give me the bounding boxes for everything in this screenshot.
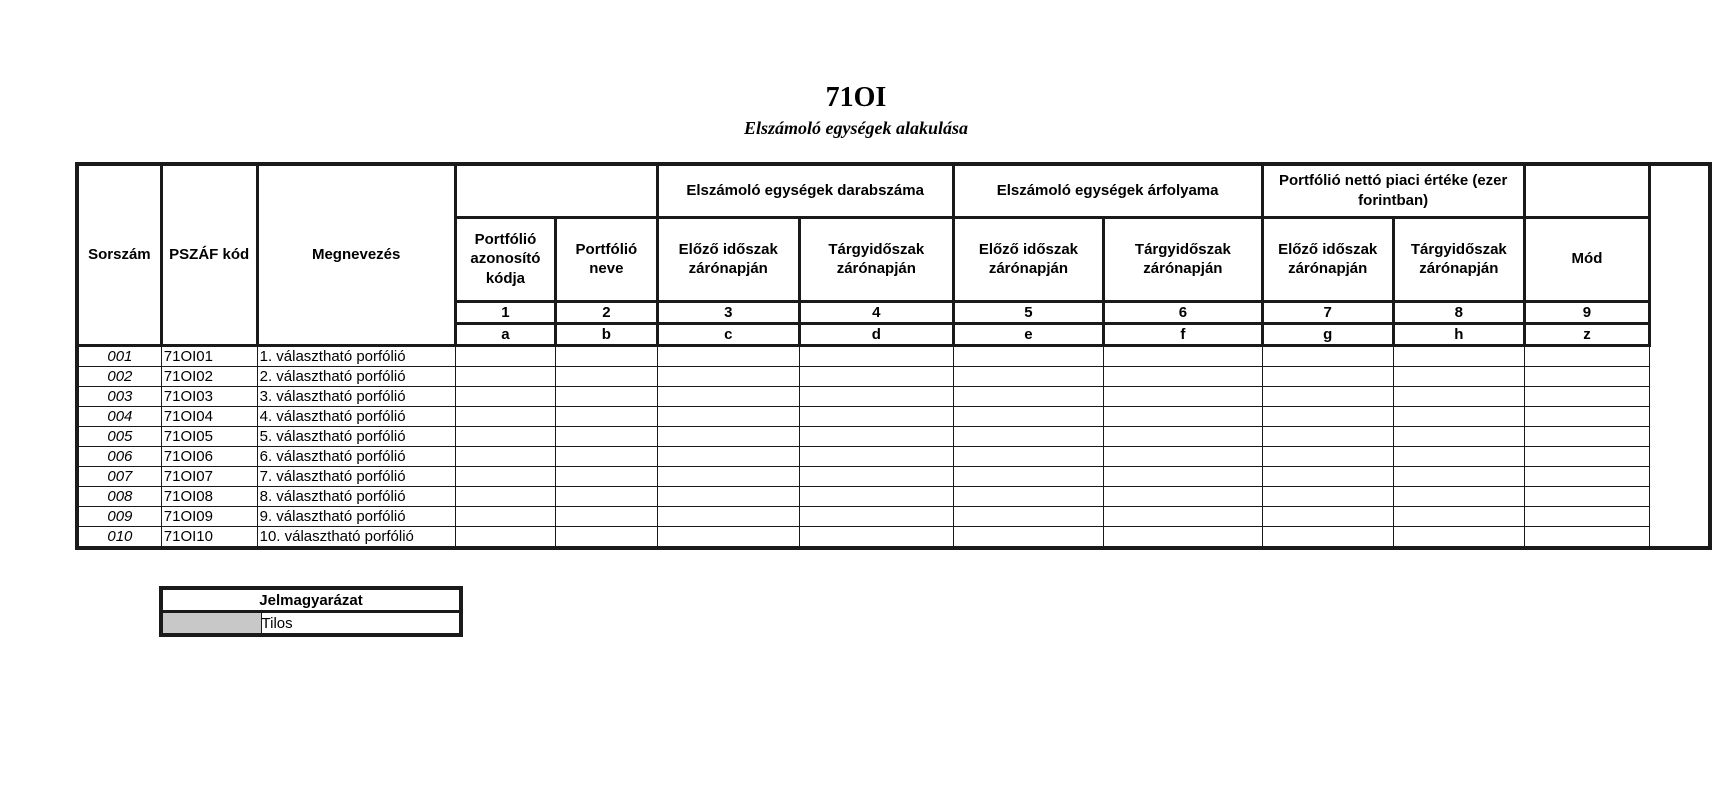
column-header: Portfólió neve [556,217,658,301]
data-cell[interactable] [556,345,658,366]
data-cell[interactable] [1262,466,1393,486]
table-row [77,406,1710,426]
data-table [75,162,1712,550]
row-sorszam: 005 [77,426,161,446]
column-number: 5 [953,301,1104,323]
legend [159,586,463,637]
column-letter: c [657,323,799,345]
data-cell[interactable] [657,366,799,386]
data-cell[interactable] [657,466,799,486]
column-header: Előző időszak zárónapján [953,217,1104,301]
data-cell[interactable] [1262,386,1393,406]
data-cell[interactable] [1262,486,1393,506]
header-group-empty [455,164,657,217]
header-group-netto: Portfólió nettó piaci értéke (ezer forintban) [1262,164,1524,217]
row-sorszam: 008 [77,486,161,506]
data-cell[interactable] [1393,506,1524,526]
data-cell[interactable] [455,506,555,526]
data-cell[interactable] [1262,366,1393,386]
page-title: 71OI [825,82,887,113]
data-cell[interactable] [657,426,799,446]
data-cell[interactable] [799,366,953,386]
row-sorszam: 001 [77,345,161,366]
column-header: Előző időszak zárónapján [657,217,799,301]
data-cell[interactable] [799,486,953,506]
row-sorszam: 006 [77,446,161,466]
column-letter: b [556,323,658,345]
legend-title: Jelmagyarázat [161,588,461,612]
data-cell[interactable] [1262,406,1393,426]
data-cell[interactable] [1262,426,1393,446]
row-pszaf-code: 71OI09 [161,506,257,526]
table-row [77,466,1710,486]
row-pszaf-code: 71OI08 [161,486,257,506]
column-letter: e [953,323,1104,345]
row-pszaf-code: 71OI01 [161,345,257,366]
data-cell[interactable] [1393,386,1524,406]
column-header: Előző időszak zárónapján [1262,217,1393,301]
column-header: Tárgyidőszak zárónapján [799,217,953,301]
data-cell[interactable] [1104,366,1262,386]
column-header: Mód [1524,217,1649,301]
column-header: Portfólió azonosító kódja [455,217,555,301]
data-cell[interactable] [1524,406,1649,426]
table-row [77,486,1710,506]
data-cell[interactable] [1104,386,1262,406]
data-cell[interactable] [455,366,555,386]
data-cell[interactable] [1104,486,1262,506]
data-cell[interactable] [657,446,799,466]
column-header: Tárgyidőszak zárónapján [1104,217,1262,301]
data-cell[interactable] [1104,526,1262,548]
row-pszaf-code: 71OI02 [161,366,257,386]
row-pszaf-code: 71OI03 [161,386,257,406]
data-cell[interactable] [953,386,1104,406]
data-cell[interactable] [1393,345,1524,366]
header-pszaf-kod: PSZÁF kód [161,164,257,345]
header-group-arfolyam: Elszámoló egységek árfolyama [953,164,1262,217]
data-cell[interactable] [1393,446,1524,466]
data-cell[interactable] [1104,406,1262,426]
column-number: 7 [1262,301,1393,323]
data-cell[interactable] [799,526,953,548]
row-pszaf-code: 71OI07 [161,466,257,486]
data-cell[interactable] [1262,526,1393,548]
data-cell[interactable] [1524,486,1649,506]
data-cell[interactable] [1393,526,1524,548]
column-letter: z [1524,323,1649,345]
row-megnevezes: 1. választható porfólió [257,345,455,366]
column-letter: d [799,323,953,345]
data-cell[interactable] [1393,486,1524,506]
data-cell[interactable] [657,406,799,426]
data-cell[interactable] [1524,506,1649,526]
data-cell[interactable] [455,446,555,466]
data-cell[interactable] [1393,366,1524,386]
row-megnevezes: 8. választható porfólió [257,486,455,506]
data-cell[interactable] [556,386,658,406]
page-subtitle: Elszámoló egységek alakulása [744,118,968,138]
column-letter: f [1104,323,1262,345]
data-cell[interactable] [799,466,953,486]
data-cell[interactable] [455,426,555,446]
column-number: 8 [1393,301,1524,323]
data-cell[interactable] [1262,345,1393,366]
row-megnevezes: 5. választható porfólió [257,426,455,446]
column-letter: g [1262,323,1393,345]
data-cell[interactable] [1524,466,1649,486]
data-cell[interactable] [657,526,799,548]
row-pszaf-code: 71OI06 [161,446,257,466]
data-cell[interactable] [953,446,1104,466]
data-cell[interactable] [1524,345,1649,366]
data-cell[interactable] [1393,406,1524,426]
data-cell[interactable] [657,386,799,406]
table-row [77,345,1710,366]
row-megnevezes: 6. választható porfólió [257,446,455,466]
table-body [77,345,1710,548]
data-cell[interactable] [556,526,658,548]
column-number: 1 [455,301,555,323]
table-row [77,526,1710,548]
column-number: 4 [799,301,953,323]
column-letter: h [1393,323,1524,345]
data-cell[interactable] [953,526,1104,548]
table-row [77,386,1710,406]
legend-label: Tilos [261,614,293,632]
column-number: 3 [657,301,799,323]
data-cell[interactable] [455,486,555,506]
row-pszaf-code: 71OI05 [161,426,257,446]
data-cell[interactable] [953,466,1104,486]
data-cell[interactable] [1524,386,1649,406]
data-cell[interactable] [455,466,555,486]
column-number: 6 [1104,301,1262,323]
data-cell[interactable] [799,506,953,526]
data-cell[interactable] [953,426,1104,446]
data-cell[interactable] [953,345,1104,366]
data-cell[interactable] [1104,345,1262,366]
row-sorszam: 007 [77,466,161,486]
header-group-empty-mod [1524,164,1649,217]
column-number: 2 [556,301,658,323]
data-cell[interactable] [556,366,658,386]
row-sorszam: 003 [77,386,161,406]
data-cell[interactable] [953,366,1104,386]
header-sorszam: Sorszám [77,164,161,345]
data-cell[interactable] [657,345,799,366]
table-row [77,426,1710,446]
data-cell[interactable] [953,406,1104,426]
header-megnevezes: Megnevezés [257,164,455,345]
row-megnevezes: 3. választható porfólió [257,386,455,406]
data-cell[interactable] [1104,446,1262,466]
data-cell[interactable] [1393,466,1524,486]
data-cell[interactable] [657,486,799,506]
data-cell[interactable] [953,506,1104,526]
data-cell[interactable] [1104,466,1262,486]
row-megnevezes: 10. választható porfólió [257,526,455,548]
column-letter: a [455,323,555,345]
legend-swatch [161,612,261,636]
data-cell[interactable] [556,466,658,486]
table-row [77,506,1710,526]
data-cell[interactable] [455,345,555,366]
row-megnevezes: 2. választható porfólió [257,366,455,386]
header-group-darabszam: Elszámoló egységek darabszáma [657,164,953,217]
data-cell[interactable] [455,386,555,406]
data-cell[interactable] [1262,446,1393,466]
column-header: Tárgyidőszak zárónapján [1393,217,1524,301]
data-cell[interactable] [455,526,555,548]
data-cell[interactable] [1524,446,1649,466]
row-megnevezes: 4. választható porfólió [257,406,455,426]
data-cell[interactable] [556,506,658,526]
data-cell[interactable] [1262,506,1393,526]
data-cell[interactable] [799,446,953,466]
table-row [77,366,1710,386]
data-cell[interactable] [1104,506,1262,526]
data-cell[interactable] [799,426,953,446]
table-row [77,446,1710,466]
data-cell[interactable] [953,486,1104,506]
data-cell[interactable] [1393,426,1524,446]
row-megnevezes: 7. választható porfólió [257,466,455,486]
row-pszaf-code: 71OI04 [161,406,257,426]
row-sorszam: 009 [77,506,161,526]
data-cell[interactable] [1524,526,1649,548]
data-cell[interactable] [799,345,953,366]
row-sorszam: 002 [77,366,161,386]
data-cell[interactable] [799,386,953,406]
row-megnevezes: 9. választható porfólió [257,506,455,526]
data-cell[interactable] [455,406,555,426]
row-pszaf-code: 71OI10 [161,526,257,548]
data-cell[interactable] [799,406,953,426]
data-cell[interactable] [1104,426,1262,446]
data-cell[interactable] [556,486,658,506]
data-cell[interactable] [1524,426,1649,446]
data-cell[interactable] [1524,366,1649,386]
data-cell[interactable] [556,426,658,446]
data-cell[interactable] [556,446,658,466]
row-sorszam: 010 [77,526,161,548]
data-cell[interactable] [556,406,658,426]
data-cell[interactable] [657,506,799,526]
column-number: 9 [1524,301,1649,323]
row-sorszam: 004 [77,406,161,426]
